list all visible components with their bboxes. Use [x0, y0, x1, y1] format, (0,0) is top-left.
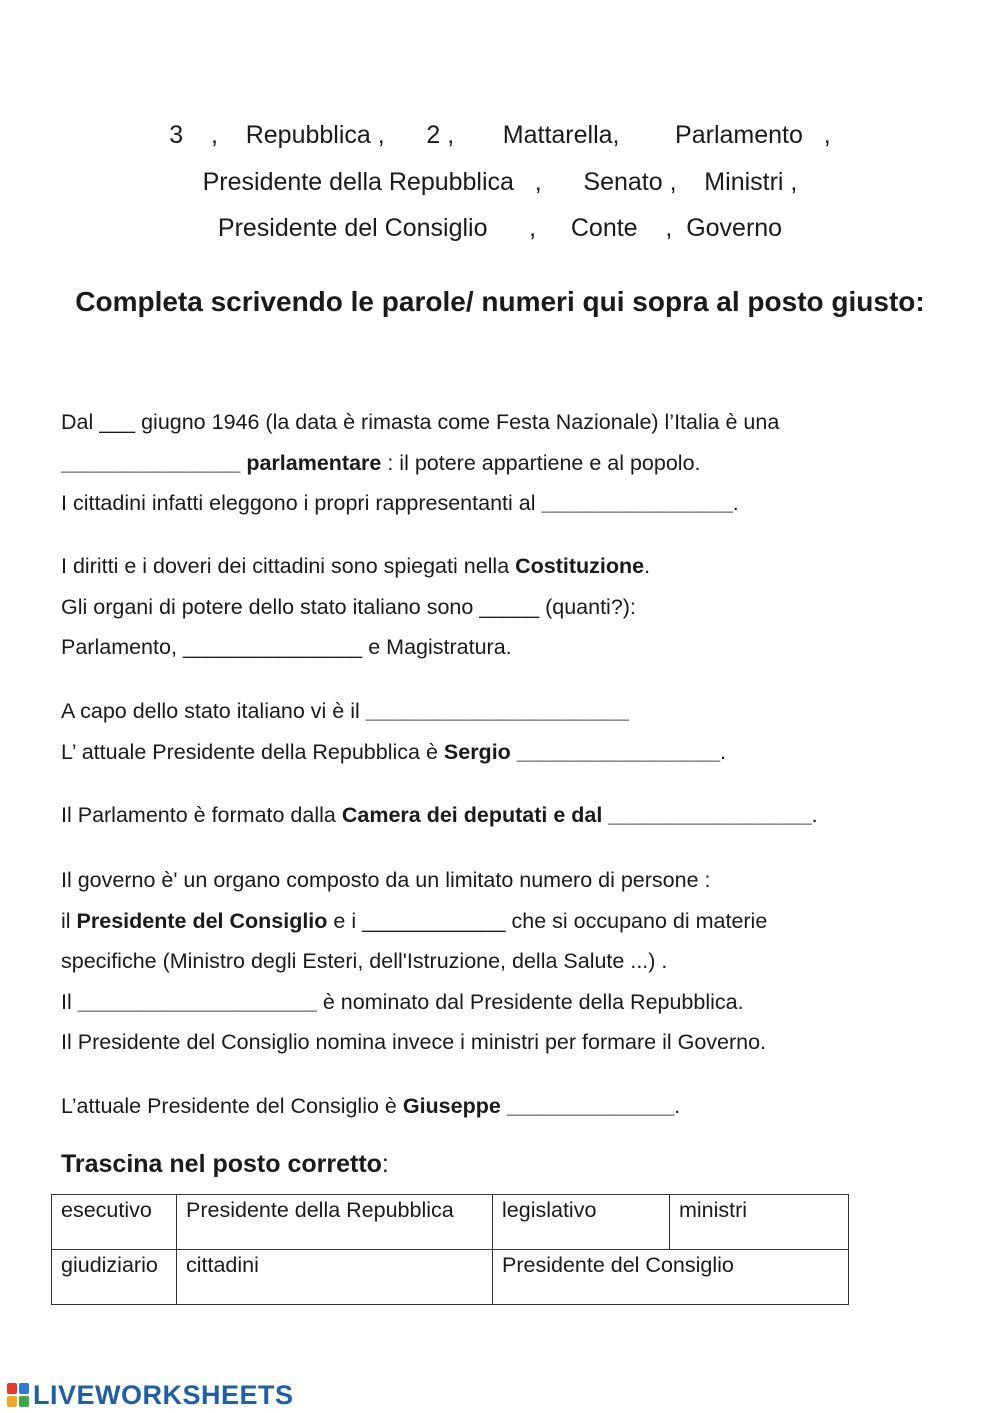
drag-section-title [61, 1146, 389, 1182]
text: il [61, 908, 77, 933]
drag-title-text: Trascina nel posto corretto [61, 1150, 382, 1178]
logo-text: LIVEWORKSHEETS [33, 1379, 294, 1410]
text: . [644, 554, 651, 578]
table-row [52, 1195, 849, 1250]
blank[interactable]: Giuseppe ______________ [402, 1094, 675, 1118]
blank[interactable]: _______________ [61, 450, 241, 475]
text-line [61, 691, 961, 732]
text: . [811, 803, 818, 827]
word-bank-line: 3 , Repubblica , 2 , Mattarella, Parlamento , [169, 121, 831, 149]
paragraph-parlamento [61, 795, 961, 836]
text-line: Dal ___ giugno 1946 (la data è rimasta come Festa Nazionale) l’Italia è una [61, 410, 780, 434]
drag-cell[interactable]: esecutivo [52, 1195, 177, 1250]
text-line [61, 483, 961, 524]
text: . [720, 739, 727, 764]
word-bank [0, 112, 1000, 252]
bold-term: parlamentare [240, 450, 382, 475]
text: L’attuale Presidente del Consiglio è [61, 1094, 403, 1118]
text-line[interactable]: Parlamento, _______________ e Magistratura. [61, 635, 512, 659]
word-bank-line: Presidente della Repubblica , Senato , Ministri , [202, 167, 798, 196]
drag-table [51, 1194, 849, 1305]
drag-cell[interactable]: legislativo [493, 1195, 670, 1250]
text: A capo dello stato italiano vi è il [61, 699, 366, 723]
paragraph-governo [61, 860, 961, 1063]
blank[interactable]: Sergio _________________ [443, 739, 721, 764]
text: . [732, 491, 739, 515]
drag-cell[interactable]: Presidente del Consiglio [493, 1250, 849, 1305]
text-line: specifiche (Ministro degli Esteri, dell'Istruzione, della Salute ...) . [61, 949, 668, 973]
text-line [61, 795, 961, 836]
instructions-heading: Completa scrivendo le parole/ numeri qui sopra al posto giusto: [75, 286, 925, 317]
text-line: Il Presidente del Consiglio nomina invece i ministri per formare il Governo. [61, 1030, 767, 1054]
bold-term: Costituzione [515, 554, 645, 578]
text: I diritti e i doveri dei cittadini sono spiegati nella [61, 554, 516, 578]
text: è nominato dal Presidente della Repubblica. [316, 989, 744, 1014]
blank[interactable]: Camera dei deputati e dal _________________ [341, 803, 812, 827]
blank[interactable]: ____________________ [77, 989, 317, 1014]
text-line [61, 901, 961, 942]
text-line: Il governo è' un organo composto da un limitato numero di persone : [61, 868, 711, 892]
drag-title-colon: : [381, 1150, 389, 1178]
text-line [61, 732, 961, 773]
blank[interactable]: e i ____________ che si occupano di materie [327, 908, 768, 933]
logo-icon [7, 1381, 31, 1409]
text: Il [61, 989, 78, 1014]
drag-cell[interactable]: Presidente della Repubblica [177, 1195, 493, 1250]
liveworksheets-logo[interactable] [7, 1379, 294, 1411]
text: L’ attuale Presidente della Repubblica è [61, 739, 444, 764]
text-line[interactable]: Gli organi di potere dello stato italiano sono _____ (quanti?): [61, 594, 636, 619]
drag-cell[interactable]: giudiziario [52, 1250, 177, 1305]
paragraph-costituzione [61, 546, 961, 668]
blank[interactable]: ________________ [541, 491, 733, 515]
text-line [61, 982, 961, 1023]
text: I cittadini infatti eleggono i propri rappresentanti al [61, 491, 542, 515]
bold-term: Presidente del Consiglio [76, 908, 328, 933]
text: : il potere appartiene e al popolo. [381, 450, 701, 475]
text: Il Parlamento è formato dalla [61, 803, 342, 827]
drag-cell[interactable]: ministri [670, 1195, 849, 1250]
word-bank-line: Presidente del Consiglio , Conte , Governo [217, 214, 783, 242]
text-line [61, 546, 961, 587]
text-line [61, 443, 961, 484]
text: . [674, 1094, 681, 1118]
text-line [61, 1086, 961, 1127]
paragraph-repubblica [61, 402, 961, 524]
paragraph-presidente-consiglio [61, 1086, 961, 1127]
paragraph-capo-stato [61, 691, 961, 772]
table-row [52, 1250, 849, 1305]
drag-cell[interactable]: cittadini [177, 1250, 493, 1305]
blank[interactable]: ______________________ [365, 699, 629, 723]
